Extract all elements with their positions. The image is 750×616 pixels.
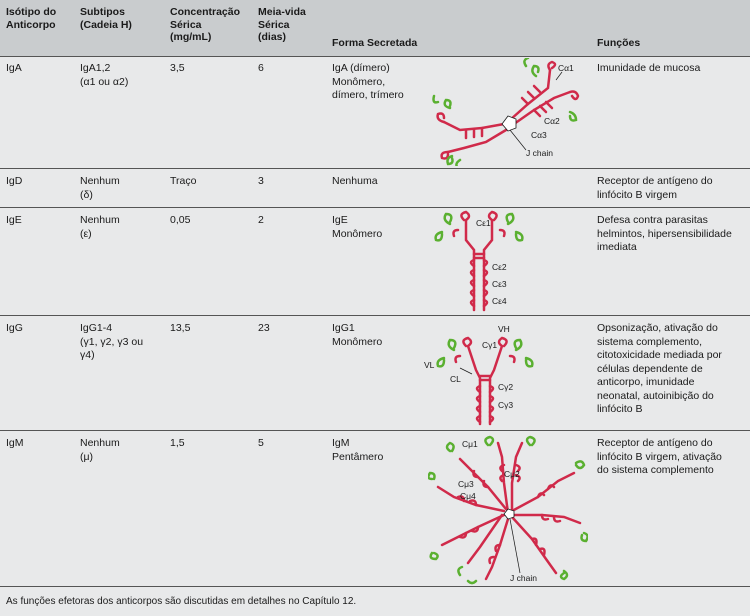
cell-functions: Imunidade de mucosa xyxy=(597,62,701,74)
cell-subtypes: Nenhum (μ) xyxy=(80,437,120,463)
cell-halflife: 23 xyxy=(258,322,270,334)
igm-label-c2: Cμ2 xyxy=(504,469,520,479)
j-chain-pentagon xyxy=(504,509,514,519)
cell-concentration: 3,5 xyxy=(170,62,185,74)
ige-label-c1: Cε1 xyxy=(476,218,491,228)
cell-isotype: IgD xyxy=(6,175,23,187)
cell-secreted-form: IgA (dímero) Monômero, dímero, trímero xyxy=(332,62,404,101)
igg-label-vh: VH xyxy=(498,324,510,334)
cell-functions: Opsonização, ativação do sistema complemento, citotoxicidade mediada por células dependente de anticorpo, imunidade neonatal, autoinibição do linfócito B xyxy=(597,322,722,415)
igm-pentamer-diagram xyxy=(428,435,588,585)
table-row-igg xyxy=(0,316,750,431)
j-chain-pentagon xyxy=(502,116,516,131)
cell-secreted-form: Nenhuma xyxy=(332,175,378,187)
cell-halflife: 5 xyxy=(258,437,264,449)
igg-label-c3: Cγ3 xyxy=(498,400,514,410)
header-isotype: Isótipo do Anticorpo xyxy=(6,6,57,31)
ige-label-c3: Cε3 xyxy=(492,279,507,289)
ige-label-c2: Cε2 xyxy=(492,262,507,272)
iga-label-c3: Cα3 xyxy=(531,130,547,140)
cell-concentration: 1,5 xyxy=(170,437,185,449)
cell-subtypes: Nenhum (ε) xyxy=(80,214,120,240)
igg-label-c1: Cγ1 xyxy=(482,340,498,350)
table-row-igm xyxy=(0,431,750,587)
cell-functions: Defesa contra parasitas helmintos, hipersensibilidade imediata xyxy=(597,214,732,253)
table-row-iga xyxy=(0,56,750,169)
cell-subtypes: IgA1,2 (α1 ou α2) xyxy=(80,62,129,88)
ige-label-c4: Cε4 xyxy=(492,296,507,306)
cell-halflife: 2 xyxy=(258,214,264,226)
igm-label-c1: Cμ1 xyxy=(462,439,478,449)
igg-label-cl: CL xyxy=(450,374,461,384)
cell-subtypes: Nenhum (δ) xyxy=(80,175,120,201)
igm-label-jchain: J chain xyxy=(510,573,537,583)
header-subtypes: Subtipos (Cadeia H) xyxy=(80,6,132,31)
table-row-igd xyxy=(0,169,750,208)
iga-label-c1: Cα1 xyxy=(558,63,574,73)
cell-isotype: IgM xyxy=(6,437,24,449)
cell-halflife: 6 xyxy=(258,62,264,74)
header-functions: Funções xyxy=(597,37,641,49)
table-row-ige xyxy=(0,208,750,316)
header-concentration: Concentração Sérica (mg/mL) xyxy=(170,6,241,43)
cell-isotype: IgA xyxy=(6,62,22,74)
cell-concentration: 0,05 xyxy=(170,214,191,226)
header-halflife: Meia-vida Sérica (dias) xyxy=(258,6,306,43)
cell-functions: Receptor de antígeno do linfócito B virgem xyxy=(597,175,713,201)
cell-halflife: 3 xyxy=(258,175,264,187)
iga-dimer-diagram xyxy=(430,58,590,166)
igg-monomer-diagram xyxy=(420,320,540,426)
cell-secreted-form: IgM Pentâmero xyxy=(332,437,384,463)
igg-label-vl: VL xyxy=(424,360,435,370)
iga-label-jchain: J chain xyxy=(526,148,553,158)
cell-isotype: IgG xyxy=(6,322,23,334)
iga-label-c2: Cα2 xyxy=(544,116,560,126)
cell-isotype: IgE xyxy=(6,214,22,226)
ige-monomer-diagram xyxy=(430,210,530,314)
table-footnote: As funções efetoras dos anticorpos são discutidas em detalhes no Capítulo 12. xyxy=(6,596,357,607)
cell-functions: Receptor de antígeno do linfócito B virgem, ativação do sistema complemento xyxy=(597,437,722,476)
igm-label-c3: Cμ3 xyxy=(458,479,474,489)
igm-label-c4: Cμ4 xyxy=(460,491,476,501)
table-header xyxy=(0,0,750,56)
cell-secreted-form: IgE Monômero xyxy=(332,214,383,240)
cell-subtypes: IgG1-4 (γ1, γ2, γ3 ou γ4) xyxy=(80,322,144,361)
cell-secreted-form: IgG1 Monômero xyxy=(332,322,383,348)
cell-concentration: 13,5 xyxy=(170,322,191,334)
header-secreted-form: Forma Secretada xyxy=(332,37,418,49)
igg-label-c2: Cγ2 xyxy=(498,382,514,392)
cell-concentration: Traço xyxy=(170,175,197,187)
